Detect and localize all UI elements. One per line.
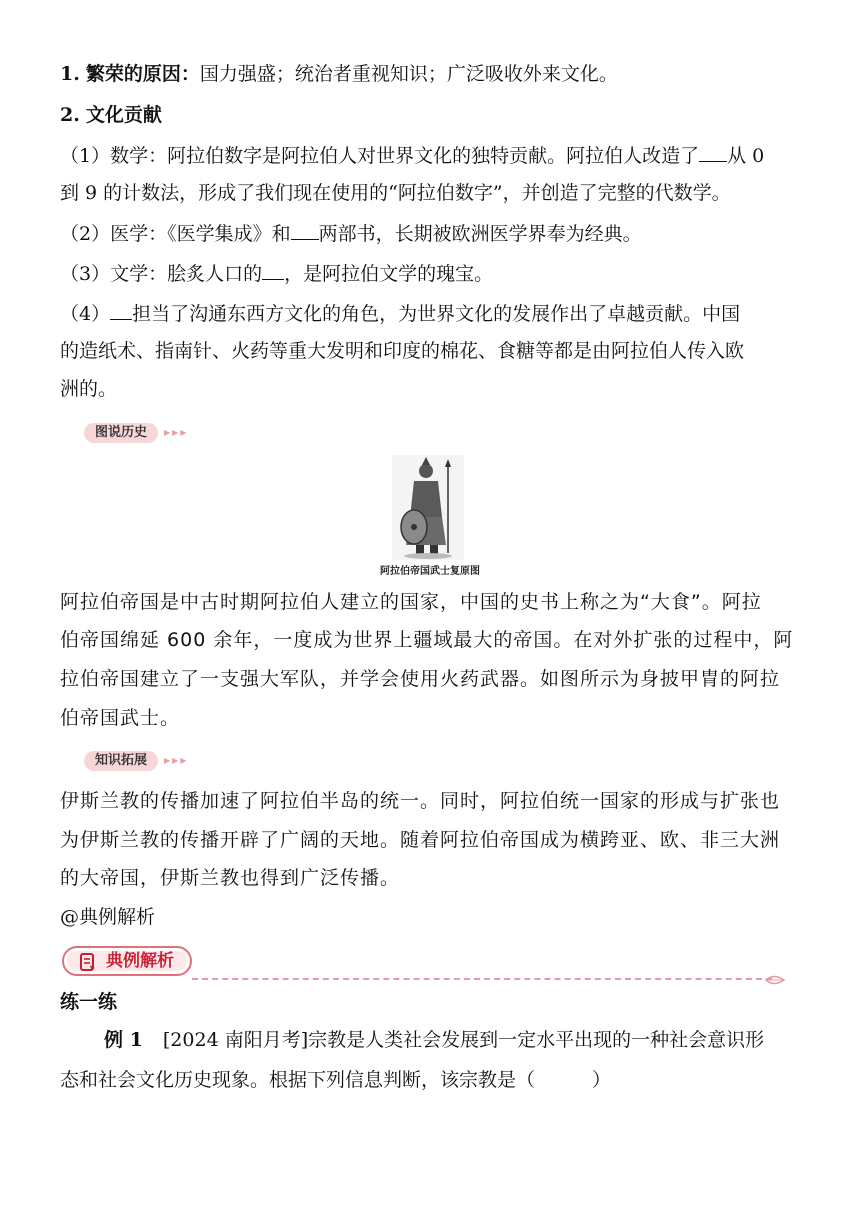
badge-arrows: ▶▶▶ — [164, 428, 189, 437]
section-text: 国力强盛；统治者重视知识；广泛吸收外来文化。 — [199, 63, 618, 85]
section-title: 文化贡献 — [85, 104, 162, 126]
example-label: 例 1 — [104, 1029, 143, 1051]
section-title: 繁荣的原因： — [85, 63, 200, 85]
warrior-image — [392, 455, 464, 560]
section-number: 2. — [60, 104, 80, 126]
item-math-line1: （1）数学：阿拉伯数字是阿拉伯人对世界文化的独特贡献。阿拉伯人改造了 从 0 — [60, 145, 765, 167]
leaf-icon — [764, 972, 786, 991]
item-exchange-line3: 洲的。 — [60, 378, 118, 400]
badge-knowledge-extension: 知识拓展 — [84, 751, 158, 771]
analysis-badge — [62, 946, 192, 976]
item-medicine: （2）医学：《医学集成》和 两部书，长期被欧洲医学界奉为经典。 — [60, 223, 642, 245]
warrior-figure — [392, 455, 464, 560]
badge-history-illustrated: 图说历史 — [84, 423, 158, 443]
badge-arrows: ▶▶▶ — [164, 756, 189, 765]
para-empire-line4: 伯帝国武士。 — [60, 707, 181, 729]
section-1 — [60, 62, 800, 86]
fill-blank[interactable] — [110, 301, 132, 320]
item-exchange-line2: 的造纸术、指南针、火药等重大发明和印度的棉花、食糖等都是由阿拉伯人传入欧 — [60, 340, 745, 362]
practice-heading: 练一练 — [60, 991, 118, 1013]
item-math-line2: 到 9 的计数法，形成了我们现在使用的“阿拉伯数字”，并创造了完整的代数学。 — [60, 182, 731, 204]
divider — [192, 978, 772, 980]
analysis-badge-label: 典例解析 — [106, 951, 174, 971]
para-islam-line2: 为伊斯兰教的传播开辟了广阔的天地。随着阿拉伯帝国成为横跨亚、欧、非三大洲 — [60, 829, 781, 851]
fill-blank[interactable] — [699, 143, 727, 162]
example-line1: 例 1 [2024 南阳月考]宗教是人类社会发展到一定水平出现的一种社会意识形 — [104, 1029, 765, 1051]
para-empire-line2: 伯帝国绵延 600 余年，一度成为世界上疆域最大的帝国。在对外扩张的过程中，阿 — [60, 629, 794, 651]
para-islam-line1: 伊斯兰教的传播加速了阿拉伯半岛的统一。同时，阿拉伯统一国家的形成与扩张也 — [60, 790, 781, 812]
item-exchange-line1: （4） 担当了沟通东西方文化的角色，为世界文化的发展作出了卓越贡献。中国 — [60, 303, 741, 325]
para-empire-line3: 拉伯帝国建立了一支强大军队，并学会使用火药武器。如图所示为身披甲胄的阿拉 — [60, 668, 781, 690]
figure-caption: 阿拉伯帝国武士复原图 — [380, 566, 480, 577]
notebook-icon — [80, 953, 96, 975]
item-literature: （3）文学：脍炙人口的 ，是阿拉伯文学的瑰宝。 — [60, 263, 494, 285]
para-empire-line1: 阿拉伯帝国是中古时期阿拉伯人建立的国家，中国的史书上称之为“大食”。阿拉 — [60, 591, 762, 613]
section-2 — [60, 103, 800, 127]
fill-blank[interactable] — [262, 261, 284, 280]
at-label: @典例解析 — [60, 906, 156, 928]
example-source: [2024 南阳月考] — [162, 1029, 309, 1051]
fill-blank[interactable] — [291, 221, 319, 240]
section-number: 1. — [60, 63, 80, 85]
example-line2: 态和社会文化历史现象。根据下列信息判断，该宗教是（ ） — [60, 1069, 612, 1091]
para-islam-line3: 的大帝国，伊斯兰教也得到广泛传播。 — [60, 867, 401, 889]
